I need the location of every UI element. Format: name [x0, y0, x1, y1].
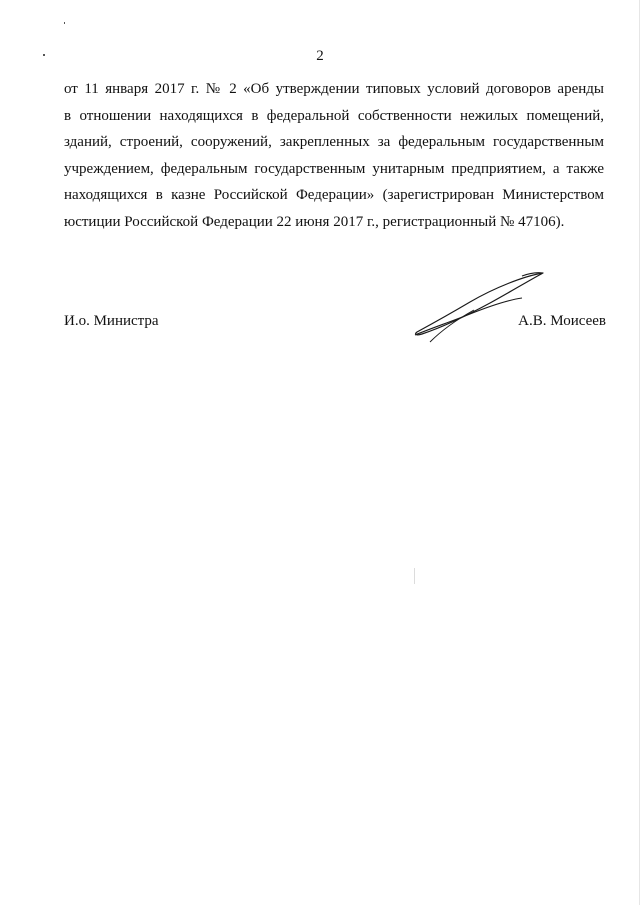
paragraph-line: учреждением, федеральным государственным унитарным предприятием, а также — [64, 160, 604, 177]
body-paragraph — [64, 76, 604, 235]
paragraph-line: юстиции Российской Федерации 22 июня 2017 г., регистрационный № 47106). — [64, 213, 565, 230]
scan-artifact — [414, 568, 415, 584]
handwritten-signature — [412, 266, 548, 346]
paragraph-line: в отношении находящихся в федеральной собственности нежилых помещений, — [64, 107, 604, 124]
paragraph-line: находящихся в казне Российской Федерации» (зарегистрирован Министерством — [64, 187, 604, 203]
page-number: 2 — [316, 48, 324, 64]
signatory-name: А.В. Моисеев — [518, 313, 606, 329]
paragraph-line: от 11 января 2017 г. № 2 «Об утверждении типовых условий договоров аренды — [64, 81, 604, 97]
scan-speck — [64, 22, 65, 24]
position-title: И.о. Министра — [64, 313, 159, 329]
paragraph-line: зданий, строений, сооружений, закрепленных за федеральным государственным — [64, 134, 604, 150]
